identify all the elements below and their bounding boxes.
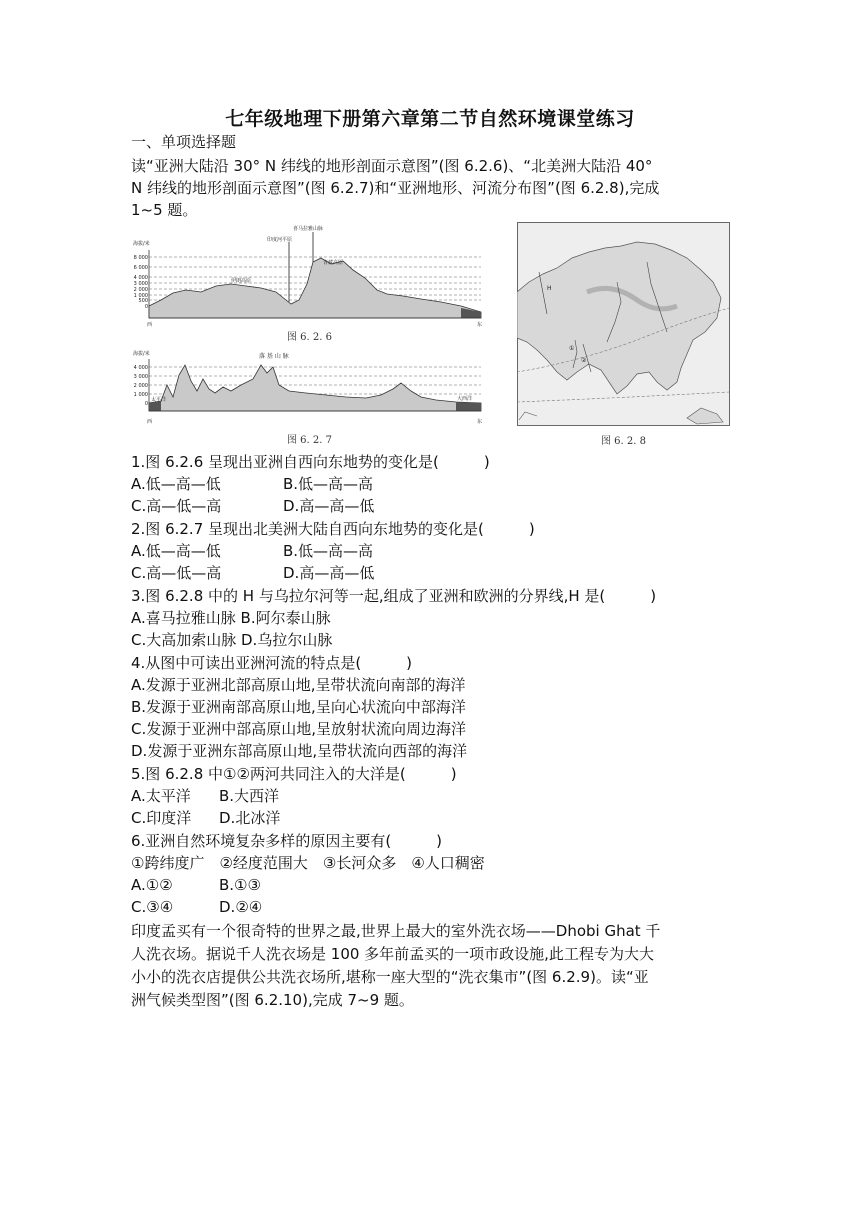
page-title: 七年级地理下册第六章第二节自然环境课堂练习 [225, 108, 635, 130]
svg-text:4 000: 4 000 [133, 365, 148, 371]
figure-6-2-8 [517, 222, 731, 450]
fig628-marker-2: ② [581, 357, 587, 364]
q3-options-cd[interactable]: C.大高加索山脉 D.乌拉尔山脉 [131, 631, 333, 649]
question-5-stem: 5.图 6.2.8 中①②两河共同注入的大洋是( ) [131, 765, 457, 783]
svg-text:500: 500 [138, 298, 148, 304]
fig627-label-pacific: 太平洋 [151, 397, 167, 403]
fig626-label-himalaya: 喜马拉雅山脉 [293, 226, 324, 232]
q4-option-c[interactable]: C.发源于亚洲中部高原山地,呈放射状流向周边海洋 [131, 720, 467, 738]
intro2-line-3: 小小的洗衣店提供公共洗衣场所,堪称一座大型的“洗衣集市”(图 6.2.9)。读“亚 [131, 968, 649, 986]
figure-6-2-7 [131, 345, 487, 449]
svg-text:0: 0 [144, 401, 148, 407]
svg-text:4 000: 4 000 [133, 275, 148, 281]
svg-text:0: 0 [144, 304, 148, 310]
question-6-options-row-1 [131, 874, 731, 896]
fig627-east: 东 [477, 419, 483, 425]
svg-text:6 000: 6 000 [133, 265, 148, 271]
svg-text:2 000: 2 000 [133, 287, 148, 293]
fig628-marker-1: ① [569, 345, 575, 352]
q5-option-d[interactable]: D.北冰洋 [219, 809, 281, 827]
fig626-label-iran: 伊朗高原 [231, 278, 252, 284]
figure-6-2-6 [131, 220, 487, 344]
question-1-options-row-2 [131, 495, 731, 517]
intro2-line-1: 印度孟买有一个很奇特的世界之最,世界上最大的室外洗衣场——Dhobi Ghat 千 [131, 922, 661, 940]
svg-text:2 000: 2 000 [133, 383, 148, 389]
svg-text:8 000: 8 000 [133, 255, 148, 261]
q6-option-a[interactable]: A.①② [131, 876, 173, 894]
question-6-statements: ①跨纬度广 ②经度范围大 ③长河众多 ④人口稠密 [131, 854, 485, 872]
fig627-caption: 图 6. 2. 7 [287, 435, 332, 446]
question-1-stem: 1.图 6.2.6 呈现出亚洲自西向东地势的变化是( ) [131, 453, 490, 471]
q1-option-c[interactable]: C.高—低—高 [131, 497, 222, 515]
q2-option-b[interactable]: B.低—高—高 [283, 542, 374, 560]
q5-option-b[interactable]: B.大西洋 [219, 787, 280, 805]
intro-line-1: 读“亚洲大陆沿 30° N 纬线的地形剖面示意图”(图 6.2.6)、“北美洲大陆沿 40° [131, 157, 653, 175]
question-4-stem: 4.从图中可读出亚洲河流的特点是( ) [131, 654, 413, 672]
question-2-options-row-2 [131, 562, 731, 584]
q4-option-a[interactable]: A.发源于亚洲北部高原山地,呈带状流向南部的海洋 [131, 676, 466, 694]
fig626-caption: 图 6. 2. 6 [287, 332, 332, 343]
question-5-options-row-2 [131, 807, 731, 829]
fig627-label-rocky: 落 基 山 脉 [259, 353, 289, 360]
q6-option-d[interactable]: D.②④ [219, 898, 263, 916]
svg-text:1 000: 1 000 [133, 392, 148, 398]
fig628-caption: 图 6. 2. 8 [601, 436, 646, 447]
intro-line-3: 1~5 题。 [131, 201, 198, 219]
question-2-options-row-1 [131, 540, 731, 562]
q2-option-d[interactable]: D.高—高—低 [283, 564, 375, 582]
intro2-line-2: 人洗衣场。据说千人洗衣场是 100 多年前孟买的一项市政设施,此工程专为大大 [131, 945, 654, 963]
question-3-stem: 3.图 6.2.8 中的 H 与乌拉尔河等一起,组成了亚洲和欧洲的分界线,H 是( ) [131, 587, 657, 605]
fig626-east: 东 [477, 322, 483, 328]
q5-option-a[interactable]: A.太平洋 [131, 787, 191, 805]
question-6-options-row-2 [131, 896, 731, 918]
q1-option-d[interactable]: D.高—高—低 [283, 497, 375, 515]
question-6-stem: 6.亚洲自然环境复杂多样的原因主要有( ) [131, 832, 443, 850]
q1-option-a[interactable]: A.低—高—低 [131, 475, 221, 493]
fig627-ylabel: 海拔/米 [133, 351, 150, 357]
q2-option-a[interactable]: A.低—高—低 [131, 542, 221, 560]
fig626-ylabel: 海拔/米 [133, 241, 150, 247]
q6-option-b[interactable]: B.①③ [219, 876, 261, 894]
q4-option-d[interactable]: D.发源于亚洲东部高原山地,呈带状流向西部的海洋 [131, 742, 468, 760]
question-1-options-row-1 [131, 473, 731, 495]
svg-text:3 000: 3 000 [133, 281, 148, 287]
fig626-label-indus: 印度河平原 [267, 237, 293, 243]
svg-text:3 000: 3 000 [133, 374, 148, 380]
question-5-options-row-1 [131, 785, 731, 807]
q3-options-ab[interactable]: A.喜马拉雅山脉 B.阿尔泰山脉 [131, 609, 331, 627]
intro2-line-4: 洲气候类型图”(图 6.2.10),完成 7~9 题。 [131, 991, 414, 1009]
svg-text:1 000: 1 000 [133, 293, 148, 299]
fig627-west: 西 [147, 419, 153, 425]
q5-option-c[interactable]: C.印度洋 [131, 809, 192, 827]
q1-option-b[interactable]: B.低—高—高 [283, 475, 374, 493]
fig627-label-atlantic: 大西洋 [457, 396, 473, 402]
question-2-stem: 2.图 6.2.7 呈现出北美洲大陆自西向东地势的变化是( ) [131, 520, 535, 538]
q6-option-c[interactable]: C.③④ [131, 898, 174, 916]
q4-option-b[interactable]: B.发源于亚洲南部高原山地,呈向心状流向中部海洋 [131, 698, 466, 716]
q2-option-c[interactable]: C.高—低—高 [131, 564, 222, 582]
fig626-west: 西 [147, 322, 153, 328]
intro-line-2: N 纬线的地形剖面示意图”(图 6.2.7)和“亚洲地形、河流分布图”(图 6.2.8),完成 [131, 179, 660, 197]
fig628-label-h: H [547, 285, 552, 292]
fig626-label-tibet: 青藏高原 [323, 260, 344, 266]
section-heading: 一、单项选择题 [131, 133, 237, 151]
